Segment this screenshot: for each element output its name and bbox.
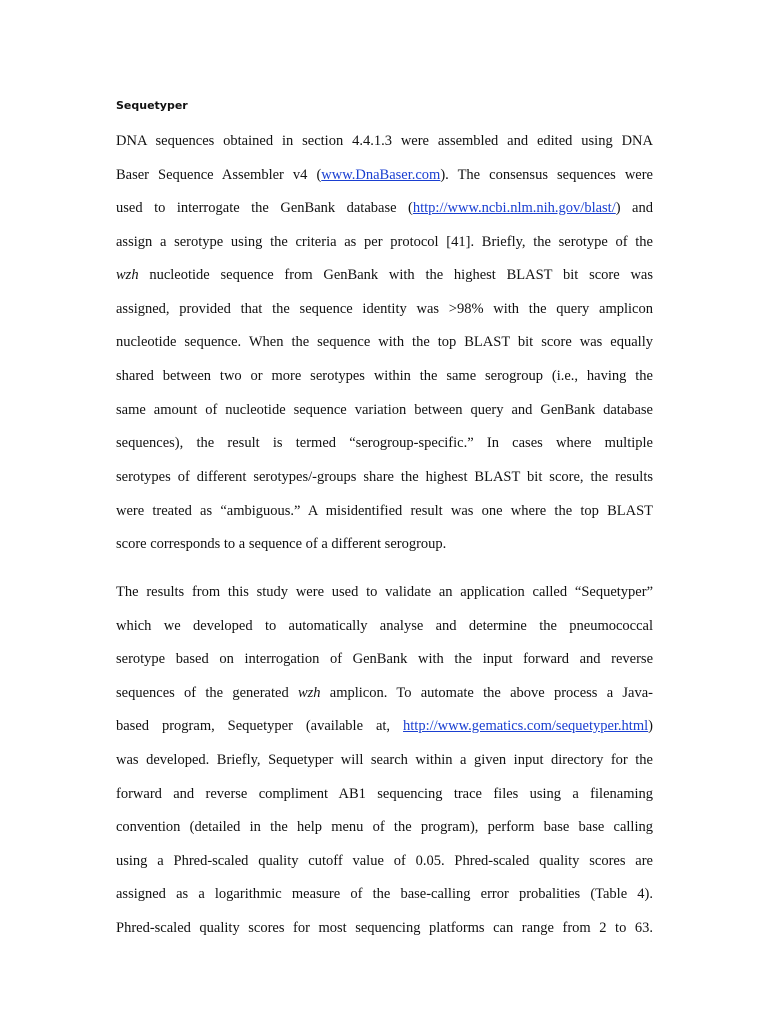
ncbi-blast-link[interactable]: http://www.ncbi.nlm.nih.gov/blast/ — [412, 200, 616, 216]
paragraph-1-line: DNA sequences obtained in section 4.4.1.3 were assembled and edited using DNA — [116, 133, 653, 149]
paragraph-1-line: nucleotide sequence. When the sequence with the top BLAST bit score was equally — [116, 334, 653, 350]
paragraph-1-line: were treated as “ambiguous.” A misidentified result was one where the top BLAST — [116, 503, 653, 519]
paragraph-2-line: based program, Sequetyper (available at, http://www.gematics.com/sequetyper.html) — [116, 718, 653, 734]
paragraph-2-line: was developed. Briefly, Sequetyper will search within a given input directory for the — [116, 752, 653, 768]
paragraph-1-line: used to interrogate the GenBank database (http://www.ncbi.nlm.nih.gov/blast/) and — [116, 200, 653, 216]
sequetyper-link[interactable]: http://www.gematics.com/sequetyper.html — [403, 718, 649, 734]
paragraph-1-line: wzh nucleotide sequence from GenBank with the highest BLAST bit score was — [116, 267, 653, 283]
paragraph-2-line: forward and reverse compliment AB1 sequencing trace files using a filenaming — [116, 786, 653, 802]
paragraph-1-line: assign a serotype using the criteria as per protocol [41]. Briefly, the serotype of the — [116, 234, 653, 250]
paragraph-1-line: score corresponds to a sequence of a different serogroup. — [116, 536, 447, 552]
section-heading: Sequetyper — [116, 99, 188, 112]
paragraph-2-line: assigned as a logarithmic measure of the base-calling error probalities (Table 4). — [116, 886, 653, 902]
paragraph-2-line: convention (detailed in the help menu of the program), perform base base calling — [116, 819, 653, 835]
paragraph-1-line: assigned, provided that the sequence identity was >98% with the query amplicon — [116, 301, 653, 317]
paragraph-2-line: sequences of the generated wzh amplicon. To automate the above process a Java- — [116, 685, 653, 701]
paragraph-1-line: shared between two or more serotypes within the same serogroup (i.e., having the — [116, 368, 653, 384]
paragraph-2-line: Phred-scaled quality scores for most sequencing platforms can range from 2 to 63. — [116, 920, 653, 936]
paragraph-2-line: using a Phred-scaled quality cutoff value of 0.05. Phred-scaled quality scores are — [116, 853, 653, 869]
paragraph-2-line: which we developed to automatically analyse and determine the pneumococcal — [116, 618, 653, 634]
paragraph-1-line: same amount of nucleotide sequence variation between query and GenBank database — [116, 402, 653, 418]
paragraph-1-line: Baser Sequence Assembler v4 (www.DnaBaser.com). The consensus sequences were — [116, 167, 653, 183]
paragraph-1-line: sequences), the result is termed “serogroup-specific.” In cases where multiple — [116, 435, 653, 451]
paragraph-2-line: serotype based on interrogation of GenBank with the input forward and reverse — [116, 651, 653, 667]
dnabaser-link[interactable]: www.DnaBaser.com — [321, 167, 441, 183]
paragraph-1-line: serotypes of different serotypes/-groups share the highest BLAST bit score, the results — [116, 469, 653, 485]
paragraph-2-line: The results from this study were used to validate an application called “Sequetyper” — [116, 584, 653, 600]
